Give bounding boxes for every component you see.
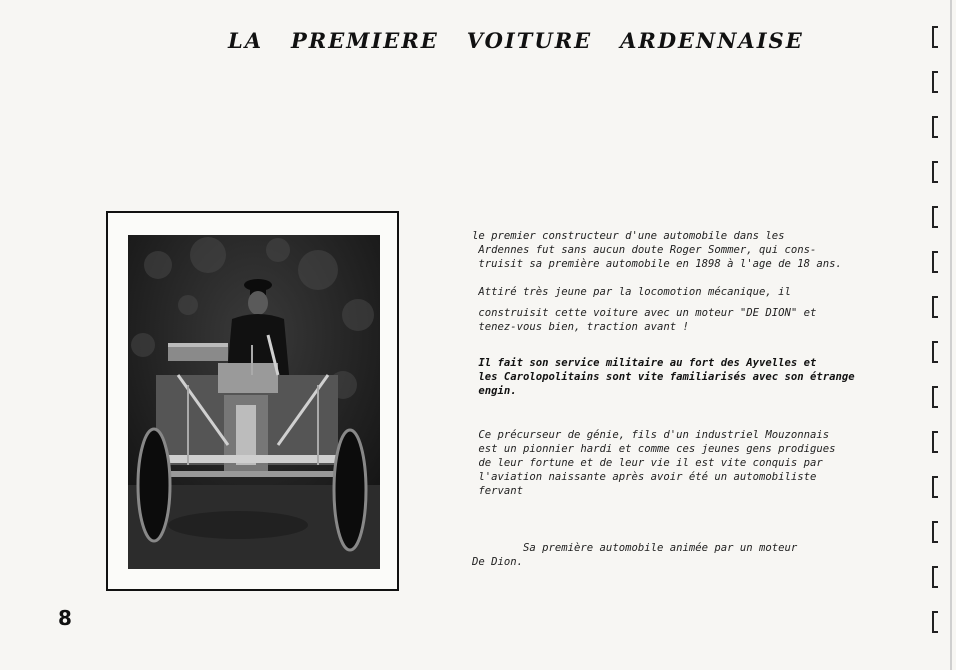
- page-number: 8: [58, 606, 72, 630]
- binding-ring: [932, 431, 938, 453]
- binding-ring: [932, 116, 938, 138]
- binding-ring: [932, 566, 938, 588]
- binding-ring: [932, 611, 938, 633]
- binding-ring: [932, 71, 938, 93]
- page-title: LA PREMIERE VOITURE ARDENNAISE: [228, 28, 804, 53]
- binding-ring: [932, 341, 938, 363]
- attire-paragraph: Attiré très jeune par la locomotion mécanique, il: [472, 286, 791, 298]
- binding-ring: [932, 251, 938, 273]
- binding-ring: [932, 296, 938, 318]
- binding-ring: [932, 521, 938, 543]
- photo-caption: Sa première automobile animée par un moteur De Dion.: [472, 542, 798, 568]
- binding-ring: [932, 161, 938, 183]
- binding-ring: [932, 386, 938, 408]
- military-service-paragraph: Il fait son service militaire au fort des Ayvelles et les Carolopolitains sont vite familiarisés avec son étrange engin.: [478, 357, 855, 397]
- binding-ring: [932, 206, 938, 228]
- binding-ring: [932, 476, 938, 498]
- aviation-paragraph: Ce précurseur de génie, fils d'un industriel Mouzonnais est un pionnier hardi et comme ces jeunes gens prodigues de leur fortune et de leur vie il est vite conquis par l'aviation naissante après avoir été un automobiliste fervant: [478, 429, 836, 497]
- page-edge: [950, 0, 952, 670]
- binding-ring: [932, 26, 938, 48]
- intro-paragraph: le premier constructeur d'une automobile dans les Ardennes fut sans aucun doute Roger Sommer, qui cons- truisit sa première automobile en 1898 à l'age de 18 ans.: [472, 230, 842, 270]
- photo-frame: [106, 211, 399, 591]
- car-illustration: [128, 235, 380, 569]
- ring-binding: [932, 18, 946, 648]
- vintage-car-photo: [128, 235, 380, 569]
- de-dion-paragraph: construisit cette voiture avec un moteur "DE DION" et tenez-vous bien, traction avant !: [478, 307, 817, 333]
